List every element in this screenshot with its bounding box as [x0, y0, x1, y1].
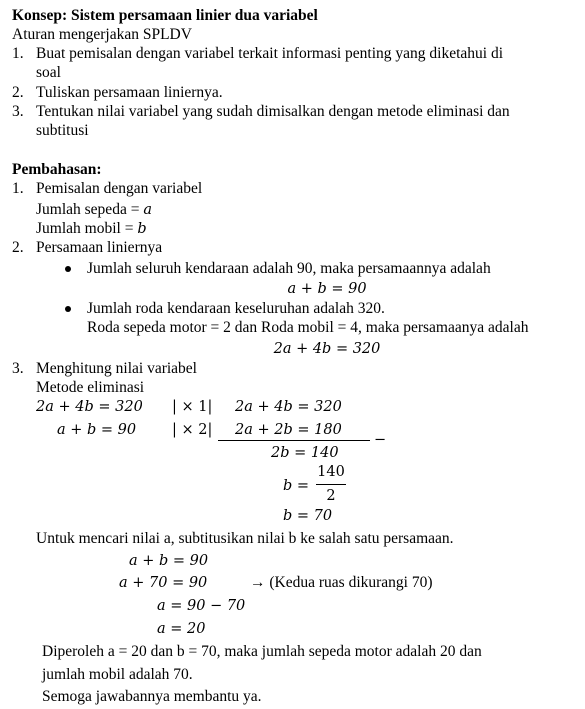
part2-bullet1-text: Jumlah seluruh kendaraan adalah 90, maka persamaannya adalah — [87, 260, 491, 277]
concept-step-2-text: Tuliskan persamaan liniernya. — [36, 84, 223, 101]
concept-title: Konsep: Sistem persamaan linier dua variabel — [12, 7, 318, 24]
part2-bullet2-text: Jumlah roda kendaraan keseluruhan adalah 320. — [87, 300, 385, 317]
fraction-bar — [316, 484, 346, 485]
part2-num: 2. — [12, 239, 24, 256]
elim-result-b: b = 70 — [283, 508, 333, 524]
subst-eq2: a + 70 = 90 — [119, 575, 208, 591]
elim-result-2b: 2b = 140 — [271, 445, 339, 461]
elim-left-eq2: a + b = 90 — [57, 422, 137, 438]
bullet-dot — [65, 306, 71, 312]
concept-step-3-text-cont: subtitusi — [36, 122, 89, 139]
elimination-line — [218, 440, 370, 441]
fraction-numerator: 140 — [317, 464, 345, 480]
solution-title: Pembahasan: — [12, 161, 102, 178]
concept-step-3-num: 3. — [12, 103, 24, 120]
part1-num: 1. — [12, 180, 24, 197]
elim-multiplier-2: | × 2| — [172, 422, 213, 438]
subst-eq4: a = 20 — [157, 621, 206, 637]
equation-total-vehicles: a + b = 90 — [287, 281, 367, 297]
substitution-text: Untuk mencari nilai a, subtitusikan nilai b ke salah satu persamaan. — [36, 530, 454, 547]
part3-heading: Menghitung nilai variabel — [36, 360, 197, 377]
conclusion-line2: jumlah mobil adalah 70. — [42, 666, 193, 683]
concept-step-2-num: 2. — [12, 84, 24, 101]
concept-step-3-text: Tentukan nilai variabel yang sudah dimisalkan dengan metode eliminasi dan — [36, 103, 510, 120]
equation-total-wheels: 2a + 4b = 320 — [273, 341, 381, 357]
concept-step-1-text-cont: soal — [36, 64, 61, 81]
b-equals-label: b = — [283, 478, 310, 494]
elim-multiplier-1: | × 1| — [172, 399, 213, 415]
minus-sign: − — [374, 432, 387, 448]
subst-eq3: a = 90 − 70 — [157, 598, 246, 614]
elim-right-eq2: 2a + 2b = 180 — [235, 422, 342, 438]
part3-method: Metode eliminasi — [36, 379, 145, 396]
concept-step-1-text: Buat pemisalan dengan variabel terkait informasi penting yang diketahui di — [36, 45, 504, 62]
subst-eq1: a + b = 90 — [129, 553, 209, 569]
part2-heading: Persamaan liniernya — [36, 239, 163, 256]
part1-line-b: Jumlah mobil = b — [36, 220, 147, 237]
elim-left-eq1: 2a + 4b = 320 — [36, 399, 143, 415]
bullet-dot — [65, 266, 71, 272]
part1-line-a: Jumlah sepeda = a — [36, 201, 152, 218]
part1-heading: Pemisalan dengan variabel — [36, 180, 203, 197]
part2-bullet2-text-cont: Roda sepeda motor = 2 dan Roda mobil = 4, maka persamaanya adalah — [87, 319, 529, 336]
conclusion-line1: Diperoleh a = 20 dan b = 70, maka jumlah sepeda motor adalah 20 dan — [42, 643, 482, 660]
concept-step-1-num: 1. — [12, 45, 24, 62]
part3-num: 3. — [12, 360, 24, 377]
concept-subtitle: Aturan mengerjakan SPLDV — [12, 26, 192, 43]
closing-text: Semoga jawabannya membantu ya. — [42, 688, 262, 705]
fraction-denominator: 2 — [326, 488, 336, 504]
elim-right-eq1: 2a + 4b = 320 — [235, 399, 342, 415]
subst-eq2-note: → (Kedua ruas dikurangi 70) — [250, 574, 433, 591]
